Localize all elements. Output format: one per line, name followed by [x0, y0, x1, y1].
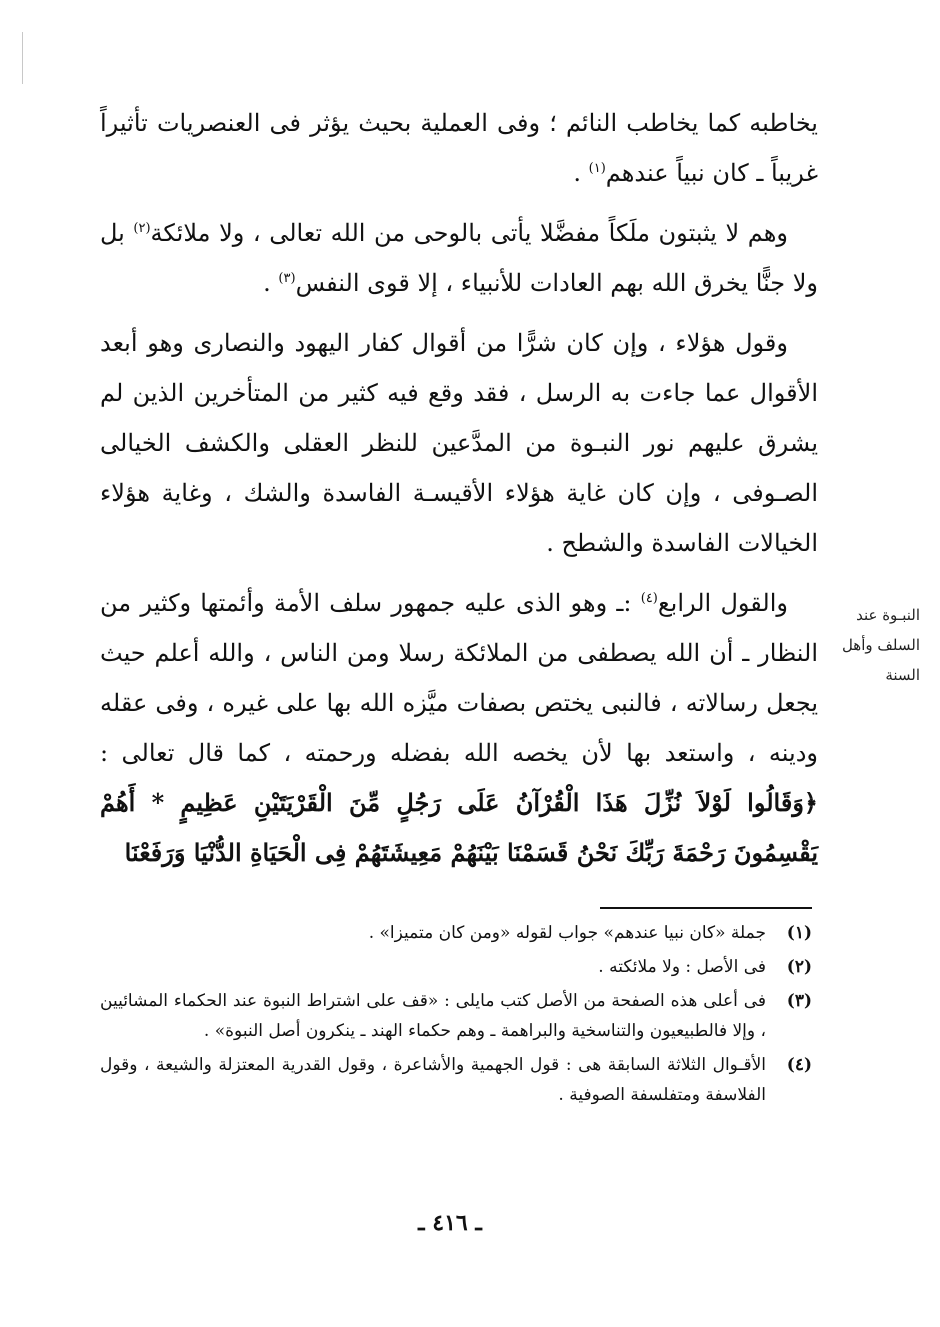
- footnote-1-number: (١): [786, 923, 812, 943]
- footnote-2: [100, 952, 812, 982]
- footnote-4-number: (٤): [786, 1055, 812, 1075]
- footnote-2-text: فى الأصل : ولا ملائكته .: [598, 957, 766, 977]
- footnote-1: [100, 918, 812, 948]
- footnote-3-text: فى أعلى هذه الصفحة من الأصل كتب مايلى : «قف على اشتراط النبوة عند الحكماء المشائيين ، وإلا فالطبيعيون والتناسخية والبراهمة ـ وهم حكماء الهند ـ ينكرون أصل النبوة» .: [100, 991, 766, 1041]
- footnote-4-text: الأقـوال الثلاثة السابقة هى : قول الجهمية والأشاعرة ، وقول القدرية المعتزلة والشيعة ، وقول الفلاسفة ومتفلسفة الصوفية .: [100, 1055, 766, 1105]
- footnote-3: [100, 986, 812, 1046]
- footnote-4: [100, 1050, 812, 1110]
- footnote-ref-3: (٣): [278, 271, 296, 286]
- margin-note-line-2: السلف وأهل: [841, 636, 920, 654]
- margin-note-line-3: السنة: [885, 666, 920, 684]
- paragraph-3-text: وقول هؤلاء ، وإن كان شرًّا من أقوال كفار اليهود والنصارى وهو أبعد الأقوال عما جاءت به الرسل ، فقد وقع فيه كثير من المتأخرين الذين لم يشرق عليهم نور النبـوة من المدَّعين للنظر العقلى والكشف الخيالى الصـوفى ، وإن كان غاية هؤلاء الأقيسـة الفاسدة والشك ، وغاية هؤلاء الخيالات الفاسدة والشطح .: [100, 329, 819, 557]
- paragraph-2-text-a: وهم لا يثبتون ملَكاً مفضَّلا يأتى بالوحى من الله تعالى ، ولا ملائكة: [150, 219, 788, 247]
- paragraph-1-text: يخاطبه كما يخاطب النائم ؛ وفى العملية بحيث يؤثر فى العنصريات تأثيراً غريباً ـ كان نبياً عندهم: [100, 109, 818, 187]
- quran-verse: ﴿وَقَالُوا لَوْلاَ نُزِّلَ هَذَا الْقُرْآنُ عَلَى رَجُلٍ مِّنَ الْقَرْيَتَيْنِ عَظِيمٍ * أَهُمْ يَقْسِمُونَ رَحْمَةَ رَبِّكَ نَحْنُ قَسَمْنَا بَيْنَهُمْ مَعِيشَتَهُمْ فِى الْحَيَاةِ الدُّنْيَا وَرَفَعْنَا: [100, 788, 818, 867]
- paragraph-2-text-b: بل ولا جنًّا يخرق الله بهم العادات للأنبياء ، إلا قوى النفس: [100, 219, 818, 297]
- footnote-3-number: (٣): [786, 991, 812, 1011]
- paragraph-3: [100, 318, 818, 568]
- footnote-separator: [600, 907, 812, 909]
- main-text: [100, 98, 818, 890]
- paragraph-4: [100, 578, 818, 878]
- footnotes: [100, 918, 812, 1114]
- page-number: ـ ٤١٦ ـ: [418, 1210, 482, 1236]
- paragraph-4-lead: والقول الرابع: [657, 589, 788, 617]
- footnote-1-text: جملة «كان نبيا عندهم» جواب لقوله «ومن كان متميزا» .: [368, 923, 766, 943]
- paragraph-2: [100, 208, 818, 308]
- paragraph-1-end: .: [573, 159, 589, 187]
- paragraph-1: [100, 98, 818, 198]
- footnote-ref-1: (١): [588, 161, 606, 176]
- footnote-2-number: (٢): [786, 957, 812, 977]
- footnote-ref-4: (٤): [640, 591, 658, 606]
- footnote-ref-2: (٢): [133, 221, 151, 236]
- margin-note: [820, 600, 920, 690]
- margin-note-line-1: النبـوة عند: [856, 606, 920, 624]
- paragraph-4-text: :ـ وهو الذى عليه جمهور سلف الأمة وأئمتها وكثير من النظار ـ أن الله يصطفى من الملائكة رسلا ومن الناس ، والله أعلم حيث يجعل رسالاته ، فالنبى يختص بصفات ميَّزه الله بها على غيره ، وفى عقله ودينه ، واستعد بها لأن يخصه الله بفضله ورحمته ، كما قال تعالى :: [100, 589, 818, 767]
- paragraph-2-end: .: [263, 269, 279, 297]
